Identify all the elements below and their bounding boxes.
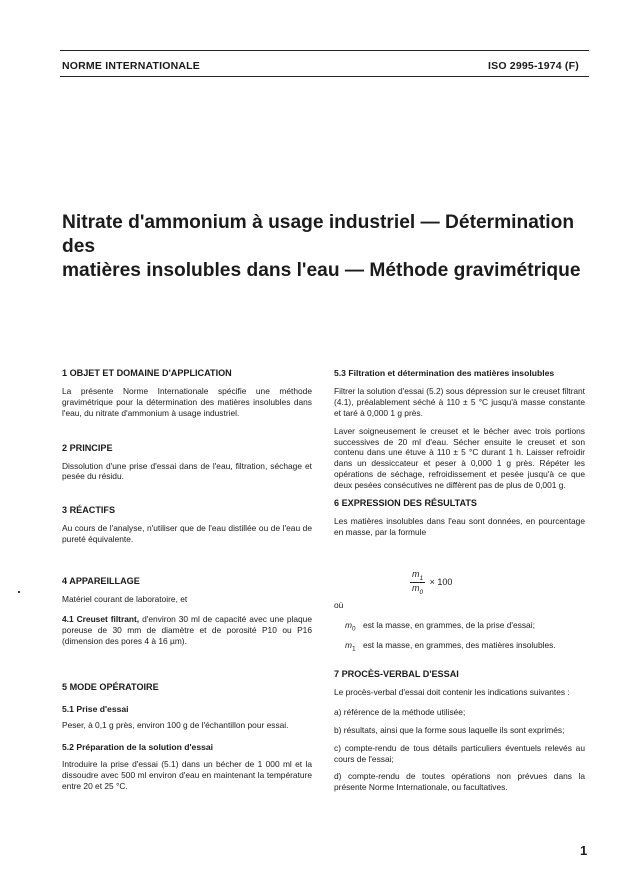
section-2-heading: 2 PRINCIPE [62, 442, 113, 453]
title-line-1: Nitrate d'ammonium à usage industriel — Détermination des [62, 212, 575, 257]
formula-multiplier: × 100 [429, 577, 453, 588]
result-formula [410, 569, 452, 596]
header-left-label: NORME INTERNATIONALE [62, 60, 200, 72]
section-5-heading: 5 MODE OPÉRATOIRE [62, 681, 159, 692]
section-6-text: Les matières insolubles dans l'eau sont données, en pourcentage en masse, par la formule [334, 515, 585, 537]
list-item: b) résultats, ainsi que la forme sous laquelle ils sont exprimés; [334, 724, 565, 735]
section-5-1-heading: 5.1 Prise d'essai [62, 703, 129, 714]
page-number: 1 [580, 843, 588, 858]
margin-mark [18, 591, 20, 593]
section-2-text: Dissolution d'une prise d'essai dans de l'eau, filtration, séchage et pesée du résidu. [62, 460, 312, 482]
list-item: a) référence de la méthode utilisée; [334, 706, 466, 717]
section-1-heading: 1 OBJET ET DOMAINE D'APPLICATION [62, 368, 232, 378]
section-5-2-heading: 5.2 Préparation de la solution d'essai [62, 742, 214, 753]
section-1 [62, 368, 312, 419]
section-5-3-para-1: Filtrer la solution d'essai (5.2) sous dépression sur le creuset filtrant (4.1), préalablement séché à 110 ± 5 °C jusqu'à masse constante et taré à 0,000 1 g près. [334, 385, 585, 418]
document-title [62, 211, 602, 283]
header-bottom-rule [60, 76, 589, 77]
formula-fraction [410, 569, 425, 596]
section-4-1 [62, 614, 312, 647]
formula-denominator: $m_0$ [412, 582, 424, 596]
section-4-heading: 4 APPAREILLAGE [62, 576, 140, 587]
section-5 [62, 682, 312, 792]
section-7-heading: 7 PROCÈS-VERBAL D'ESSAI [334, 669, 459, 679]
section-5-2-text: Introduire la prise d'essai (5.1) dans un bécher de 1 000 ml et la dissoudre avec 500 ml environ d'eau en maintenant la température entre 20 et 25 °C. [62, 759, 312, 792]
where-label: où [334, 600, 344, 610]
section-5-3-para-2: Laver soigneusement le creuset et le bécher avec trois portions successives de 20 ml d'eau. Sécher ensuite le creuset et son contenu dans une étuve à 110 ± 5 °C durant 1 h. Laisser refroidir dans un dessiccateur et peser à 0,000 1 g près. Répéter les opérations de séchage, refroidissement et pesée jusqu'à ce que deux pesées consécutives ne diffèrent pas de plus de 0,001 g. [334, 425, 585, 491]
list-item: c) compte-rendu de tous détails particuliers éventuels relevés au cours de l'essai; [334, 742, 585, 764]
section-3-heading: 3 RÉACTIFS [62, 505, 116, 516]
header-top-rule [60, 50, 589, 51]
title-line-2: matières insolubles dans l'eau — Méthode gravimétrique [62, 260, 581, 281]
section-5-1-text: Peser, à 0,1 g près, environ 100 g de l'échantillon pour essai. [62, 720, 289, 731]
definition-m0: $m_0$ est la masse, en grammes, de la prise d'essai; [345, 620, 535, 633]
section-3 [62, 505, 312, 545]
section-5-3 [334, 368, 585, 491]
section-6 [334, 498, 585, 538]
section-4-1-label: 4.1 Creuset filtrant, [62, 613, 140, 624]
section-4-text: Matériel courant de laboratoire, et [62, 593, 188, 604]
section-7 [334, 669, 585, 793]
right-column [334, 368, 585, 538]
section-2 [62, 443, 312, 483]
section-4-1-text: d'environ 30 ml de capacité avec une plaque poreuse de 30 mm de diamètre et de porosité P10 ou P16 (dimension des pores 4 à 16 µm). [62, 613, 312, 646]
list-item: d) compte-rendu de toutes opérations non prévues dans la présente Norme Internationale, ou facultatives. [334, 771, 585, 793]
section-4 [62, 576, 312, 647]
section-1-text: La présente Norme Internationale spécifie une méthode gravimétrique pour la détermination des matières insolubles dans l'eau, du nitrate d'ammonium à usage industriel. [62, 385, 312, 418]
section-6-heading: 6 EXPRESSION DES RÉSULTATS [334, 498, 477, 509]
section-3-text: Au cours de l'analyse, n'utiliser que de l'eau distillée ou de l'eau de pureté équivalente. [62, 523, 312, 545]
header-standard-number: ISO 2995-1974 (F) [488, 60, 579, 72]
section-5-3-heading: 5.3 Filtration et détermination des matières insolubles [334, 368, 555, 378]
section-7-text: Le procès-verbal d'essai doit contenir les indications suivantes : [334, 686, 570, 697]
definition-m1: $m_1$ est la masse, en grammes, des matières insolubles. [345, 640, 556, 653]
left-column [62, 368, 312, 792]
formula-numerator: $m_1$ [412, 569, 424, 582]
